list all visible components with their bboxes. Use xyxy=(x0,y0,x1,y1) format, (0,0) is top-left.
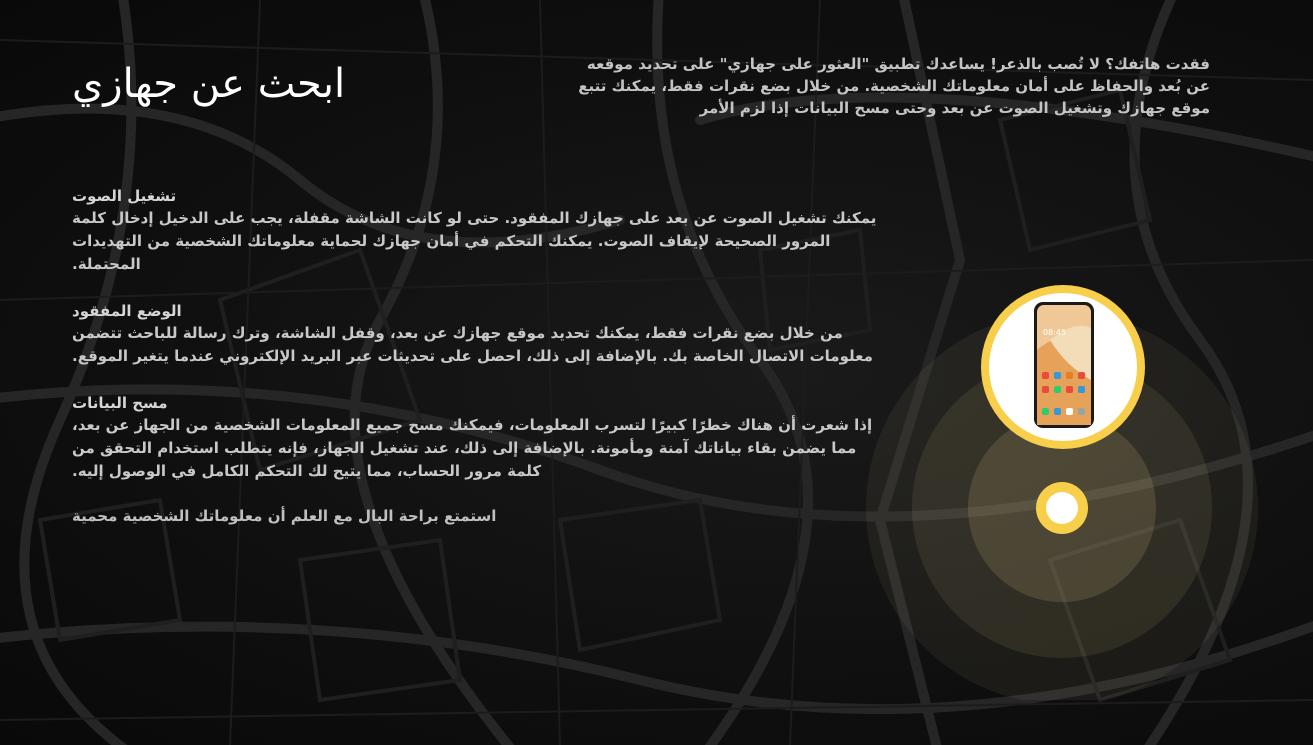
phone-clock: 08:45 xyxy=(1043,328,1067,337)
closing-statement: استمتع براحة البال مع العلم أن معلوماتك الشخصية محمية xyxy=(72,507,497,525)
location-pin-icon xyxy=(1036,482,1088,534)
feature-heading: تشغيل الصوت xyxy=(72,187,177,205)
phone-icon xyxy=(1034,302,1094,428)
feature-description: من خلال بضع نقرات فقط، يمكنك تحديد موقع جهازك عن بعد، وقفل الشاشة، وترك رسالة للباحث تتضمن معلومات الاتصال الخاصة بك. بالإضافة إلى ذلك، احصل على تحديثات عبر البريد الإلكتروني عندما يتغير الموقع. xyxy=(72,324,873,365)
phone-bubble xyxy=(981,285,1145,449)
location-radar-illustration xyxy=(860,280,1280,700)
feature-heading: الوضع المفقود xyxy=(72,302,182,320)
feature-item-lost-mode xyxy=(72,300,884,368)
feature-description: يمكنك تشغيل الصوت عن بعد على جهازك المفقود. حتى لو كانت الشاشة مقفلة، يجب على الدخيل إدخال كلمة المرور الصحيحة لإيقاف الصوت. يمكنك التحكم في أمان جهازك لحماية معلوماتك الشخصية من التهديدات المحتملة. xyxy=(72,209,877,273)
intro-paragraph: فقدت هاتفك؟ لا تُصب بالذعر! يساعدك تطبيق "العثور على جهازي" على تحديد موقعه عن بُعد والحفاظ على أمان معلوماتك الشخصية. من خلال بضع نقرات فقط، يمكنك تتبع موقع جهازك وتشغيل الصوت عن بعد وحتى مسح البيانات إذا لزم الأمر xyxy=(578,55,1210,117)
page-title: ابحث عن جهازي xyxy=(72,61,346,107)
feature-item-play-sound xyxy=(72,185,884,276)
feature-heading: مسح البيانات xyxy=(72,394,168,412)
feature-list xyxy=(72,185,884,507)
feature-description: إذا شعرت أن هناك خطرًا كبيرًا لتسرب المعلومات، فيمكنك مسح جميع المعلومات الشخصية من الجهاز عن بعد، مما يضمن بقاء بياناتك آمنة ومأمونة. بالإضافة إلى ذلك، عند تشغيل الجهاز، فإنه يتطلب استخدام التحقق من كلمة مرور الحساب، مما يتيح لك التحكم الكامل في الوصول إليه. xyxy=(72,416,873,480)
feature-item-erase-data xyxy=(72,392,884,483)
